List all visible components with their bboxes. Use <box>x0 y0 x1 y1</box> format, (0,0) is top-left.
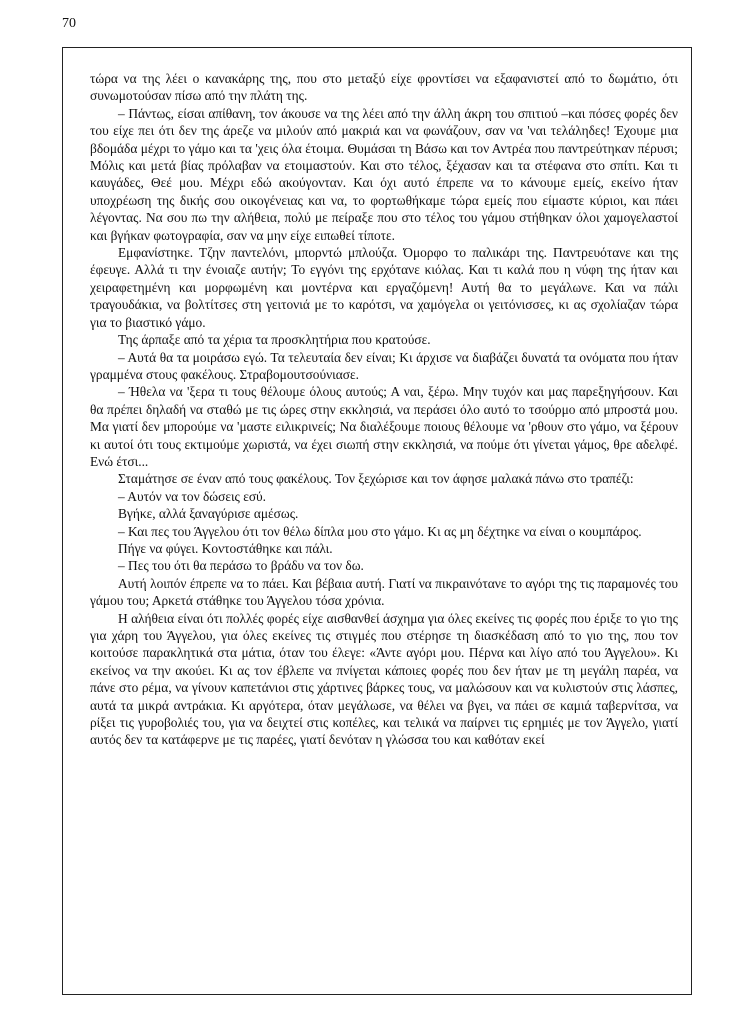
paragraph: – Και πες του Άγγελου ότι τον θέλω δίπλα μου στο γάμο. Κι ας μη δέχτηκε να είναι ο κουμπάρος. <box>118 523 642 539</box>
body-text <box>90 70 678 749</box>
paragraph: – Πες του ότι θα περάσω το βράδυ να τον δω. <box>118 558 364 574</box>
paragraph: – Πάντως, είσαι απίθανη, τον άκουσε να της λέει από την άλλη άκρη του σπιτιού –και πόσες φορές δεν του είχε πει ότι δεν της άρεζε να μιλούν από μακριά και να φωνάζουν, σαν να 'ναι τελάληδες! Έχουμε μια βδομάδα μέχρι το γάμο και τα 'χεις όλα έτοιμα. Θυμάσαι τη Βάσω και τον Αντρέα που παντρεύτηκαν πέρυσι; Μόλις και μετά βίας πρόλαβαν να ετοιμαστούν. Και στο τέλος, ξέχασαν και τα στέφανα στο σπίτι. Και τι καυγάδες, Θεέ μου. Μέχρι εδώ ακούγονταν. Και όχι αυτό έπρεπε να το κάνουμε εμείς, εκείνο ήταν υποχρέωση της δικής σου οικογένειας και να, το φορτωθήκαμε τώρα εμείς που είμαστε κύριοι, και πάει λέγοντας. Να σου πω την αλήθεια, πολύ με πείραξε που στο τέλος του γάμου στήθηκαν όλοι χαμογελαστοί και βγήκαν φωτογραφία, σαν να μην είχε ειπωθεί τίποτε. <box>90 105 678 243</box>
paragraph: Εμφανίστηκε. Τζην παντελόνι, μπορντώ μπλούζα. Όμορφο το παλικάρι της. Παντρευότανε και της έφευγε. Αλλά τι την ένοιαζε αυτήν; Το εγγόνι της ερχότανε κιόλας. Και τι καλά που η νύφη της ήταν και χειραφετημένη και μορφωμένη και μοντέρνα και εργαζόμενη! Αυτή θα το μεγάλωνε. Και να πάλι τραγουδάκια, να βολτίτσες στη γειτονιά με το καρότσι, να χαμόγελα οι γειτόνισσες, κι ας σχολίαζαν τώρα για το βιαστικό γάμο. <box>90 245 678 330</box>
page-number: 70 <box>62 16 76 31</box>
paragraph: Η αλήθεια είναι ότι πολλές φορές είχε αισθανθεί άσχημα για όλες εκείνες τις φορές που έριξε το γιο της για χάρη του Άγγελου, για όλες εκείνες τις στιγμές που στέρησε τη διασκέδαση από το γιο της, που τον κοιτούσε παρακλητικά στα μάτια, όταν του έλεγε: «Άντε αγόρι μου. Πέρνα και λίγο από του Άγγελου». Κι εκείνος να την ακούει. Κι ας τον έβλεπε να πνίγεται κάποιες φορές που δεν ήταν με τη μεγάλη παρέα, να πάνε στο ρέμα, να γίνουν καπετάνιοι στις χάρτινες βάρκες τους, να μαλώσουν και να κυλιστούν στις λάσπες, αυτά τα μικρά αντράκια. Κι αργότερα, όταν μεγάλωσε, να θέλει να βγει, να πάει σε καμιά ταβερνίτσα, να ρίξει τις γυροβολιές του, για να δειχτεί στις κοπέλες, και τελικά να παίρνει τις ερημιές με τον Άγγελο, γιατί αυτός δεν τα κατάφερνε με τις παρέες, γιατί δενόταν η γλώσσα του και καθόταν εκεί <box>90 610 678 748</box>
paragraph: Αυτή λοιπόν έπρεπε να το πάει. Και βέβαια αυτή. Γιατί να πικραινότανε το αγόρι της τις παραμονές του γάμου του; Αρκετά στάθηκε του Άγγελου τόσα χρόνια. <box>90 575 678 609</box>
paragraph: Πήγε να φύγει. Κοντοστάθηκε και πάλι. <box>118 540 333 556</box>
paragraph: – Αυτόν να τον δώσεις εσύ. <box>118 488 267 504</box>
paragraph: Σταμάτησε σε έναν από τους φακέλους. Τον ξεχώρισε και τον άφησε μαλακά πάνω στο τραπέζι: <box>118 471 634 487</box>
paragraph: – Ήθελα να 'ξερα τι τους θέλουμε όλους αυτούς; Α ναι, ξέρω. Μην τυχόν και μας παρεξηγήσουν. Και θα πρέπει δηλαδή να σταθώ με τις ώρες στην εκκλησιά, να περάσει όλο αυτό το τσούρμο από μπροστά μου. Μα γιατί δεν μπορούμε να 'μαστε ειλικρινείς; Να διαλέξουμε ποιους θέλουμε να 'ρθουν στο γάμο, να ξέρουν κι αυτοί ότι τους εκτιμούμε χωριστά, να έχει σιωπή στην εκκλησιά, να πούμε ότι γίνεται γάμος, θρε αδελφέ. Ενώ έτσι... <box>90 384 678 469</box>
paragraph: – Αυτά θα τα μοιράσω εγώ. Τα τελευταία δεν είναι; Κι άρχισε να διαβάζει δυνατά τα ονόματα που ήταν γραμμένα στους φακέλους. Στραβομουτσούνιασε. <box>90 349 678 382</box>
paragraph: Της άρπαξε από τα χέρια τα προσκλητήρια που κρατούσε. <box>118 332 431 348</box>
paragraph: Βγήκε, αλλά ξαναγύρισε αμέσως. <box>118 506 299 522</box>
paragraph: τώρα να της λέει ο κανακάρης της, που στο μεταξύ είχε φροντίσει να εξαφανιστεί από το δωμάτιο, ότι συνωμοτούσαν πίσω από την πλάτη της. <box>90 71 678 104</box>
